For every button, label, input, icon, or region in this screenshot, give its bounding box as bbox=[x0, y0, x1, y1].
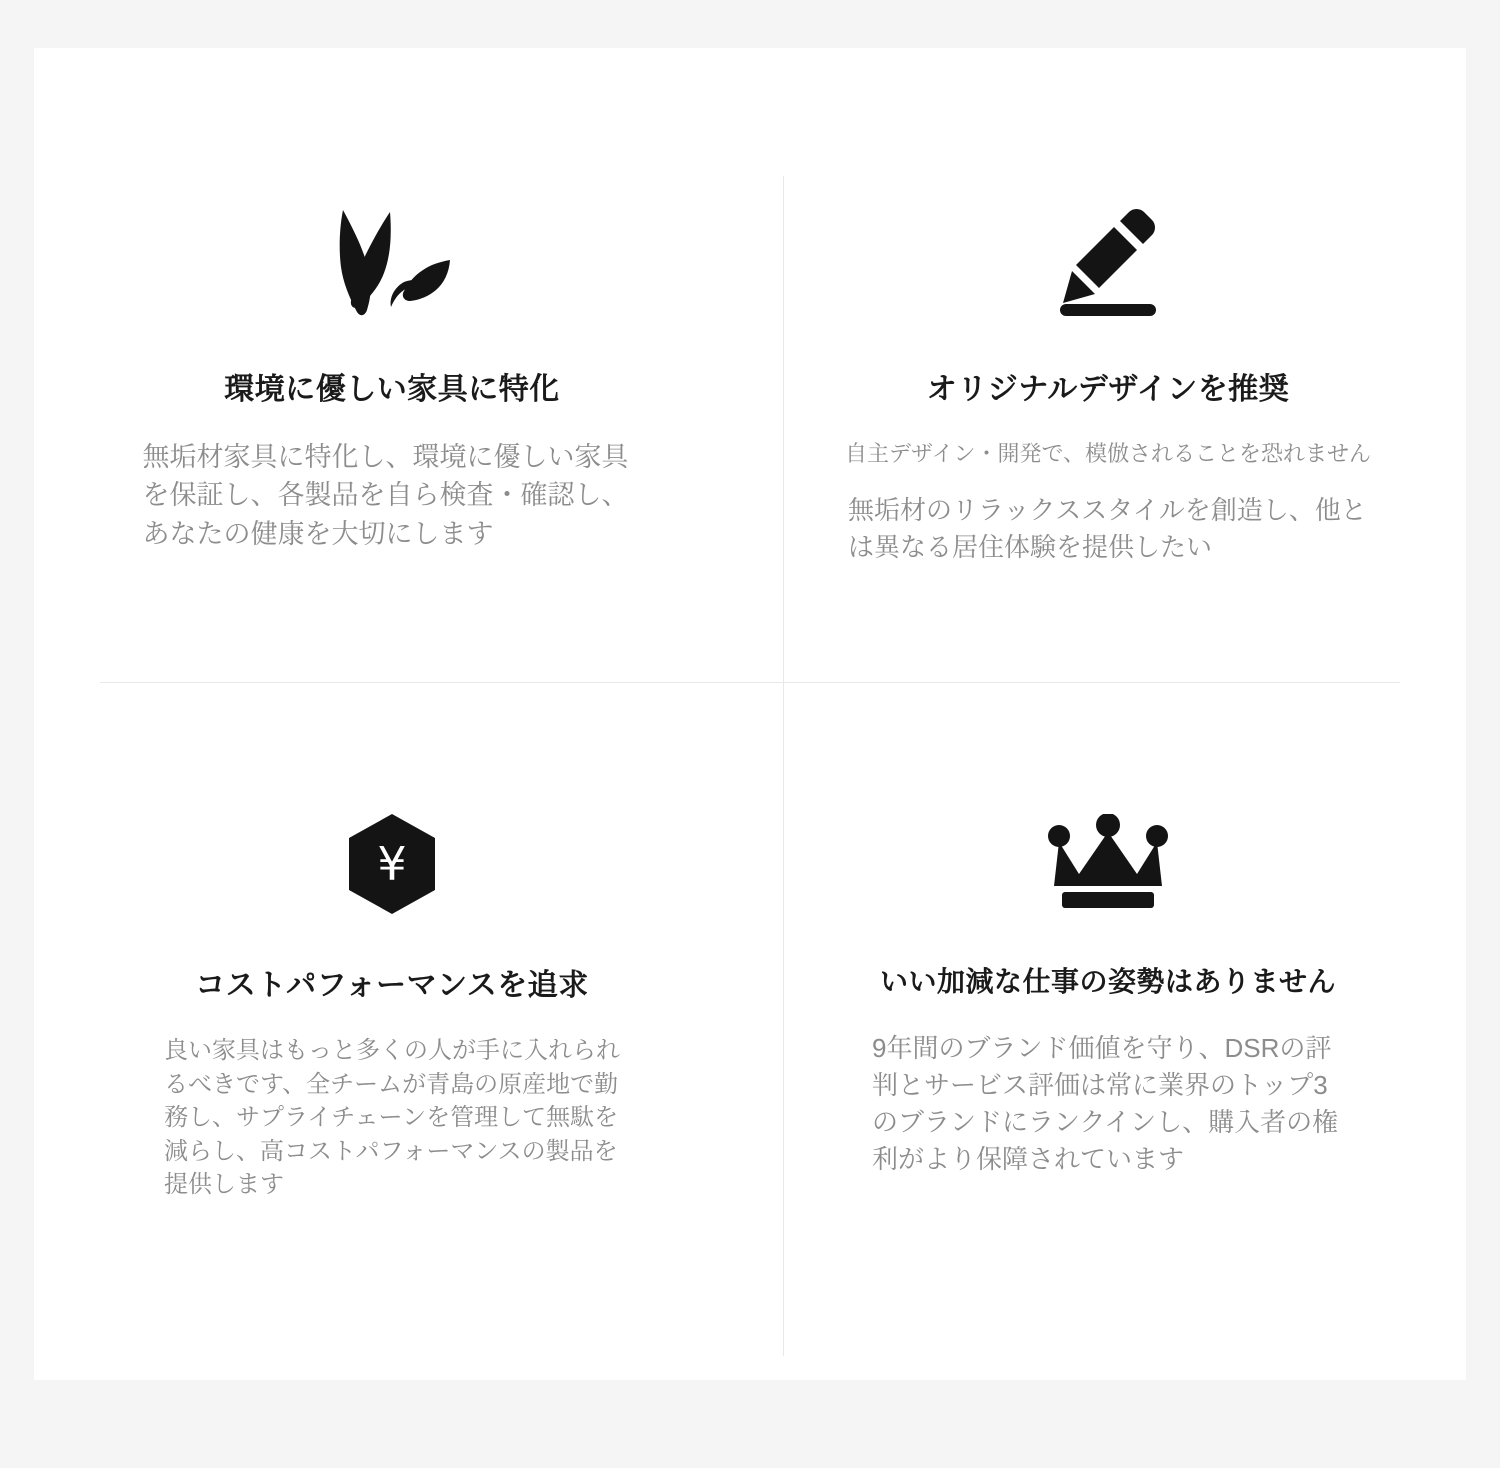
feature-item-eco-furniture bbox=[34, 48, 750, 714]
svg-text:¥: ¥ bbox=[377, 837, 407, 891]
feature-title: コストパフォーマンスを追求 bbox=[195, 969, 589, 1002]
feature-item-cost-performance bbox=[34, 714, 750, 1380]
feature-description: 9年間のブランド価値を守り、DSRの評判とサービス評価は常に業界のトップ3のブランドにランクインし、購入者の権利がより保障されています bbox=[872, 1033, 1339, 1174]
feature-title: いい加減な仕事の姿勢はありません bbox=[879, 966, 1336, 997]
feature-description: 無垢材のリラックススタイルを創造し、他とは異なる居住体験を提供したい bbox=[848, 494, 1367, 562]
pen-icon bbox=[1058, 208, 1158, 318]
feature-title: 環境に優しい家具に特化 bbox=[224, 373, 560, 406]
feature-item-original-design bbox=[750, 48, 1466, 714]
feature-card-panel bbox=[34, 48, 1466, 1380]
feature-description: 無垢材家具に特化し、環境に優しい家具を保証し、各製品を自ら検査・確認し、あなたの健康を大切にします bbox=[142, 442, 629, 549]
feature-title: オリジナルデザインを推奨 bbox=[926, 373, 1290, 406]
coin-shield-icon bbox=[349, 814, 435, 914]
crown-icon bbox=[1048, 814, 1168, 914]
feature-subtitle: 自主デザイン・開発で、模倣されることを恐れません bbox=[844, 441, 1372, 466]
feature-item-serious-work-attitude bbox=[750, 714, 1466, 1380]
feature-grid bbox=[34, 48, 1466, 1380]
leaf-icon bbox=[328, 208, 456, 318]
feature-description: 良い家具はもっと多くの人が手に入れられるべきです、全チームが青島の原産地で勤務し、サプライチェーンを管理して無駄を減らし、高コストパフォーマンスの製品を提供します bbox=[164, 1037, 620, 1199]
